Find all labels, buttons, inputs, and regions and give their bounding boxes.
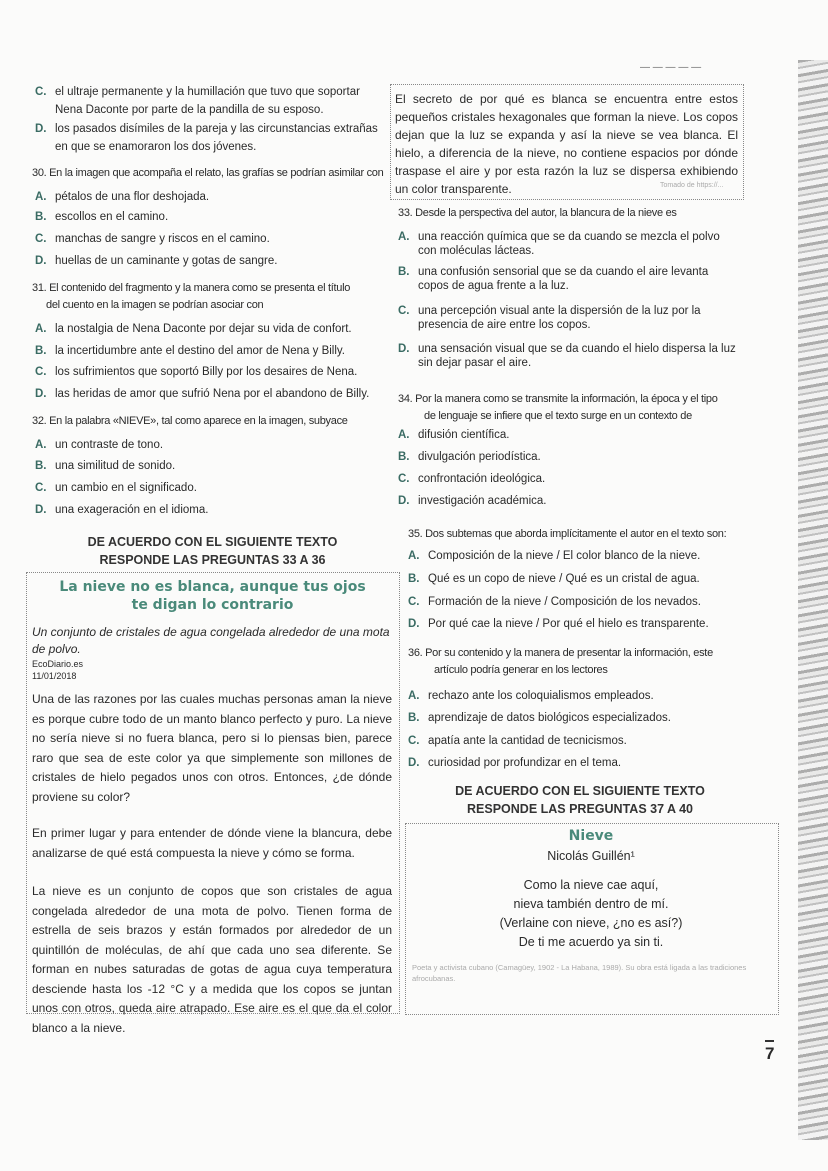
option-text: pétalos de una flor deshojada. bbox=[55, 191, 210, 203]
option-letter: A. bbox=[35, 323, 47, 335]
question-line: del cuento en la imagen se podrían asociar con bbox=[46, 299, 264, 311]
question-stem bbox=[32, 280, 350, 314]
option-text: los sufrimientos que soportó Billy por los desaires de Nena. bbox=[55, 366, 358, 378]
option-letter: D. bbox=[408, 757, 420, 769]
option-letter: A. bbox=[35, 439, 47, 451]
option-letter: D. bbox=[398, 495, 410, 507]
answer-option[interactable] bbox=[408, 735, 768, 747]
option-text: aprendizaje de datos biológicos especializados. bbox=[428, 712, 671, 724]
option-letter: C. bbox=[408, 735, 420, 747]
answer-option[interactable] bbox=[408, 573, 768, 585]
option-letter: D. bbox=[35, 388, 47, 400]
option-text: una percepción visual ante la dispersión de la luz por la bbox=[418, 305, 701, 317]
option-letter: B. bbox=[408, 573, 420, 585]
option-letter: D. bbox=[408, 618, 420, 630]
answer-option[interactable] bbox=[35, 504, 395, 516]
question-stem bbox=[408, 645, 713, 679]
article-credit: Tomado de https://... bbox=[660, 182, 724, 189]
option-letter: B. bbox=[398, 266, 410, 278]
section-header-line: RESPONDE LAS PREGUNTAS 33 A 36 bbox=[99, 553, 326, 567]
answer-option[interactable] bbox=[35, 439, 395, 451]
article-title bbox=[30, 578, 395, 614]
option-letter: B. bbox=[35, 211, 47, 223]
poem-verses bbox=[405, 876, 777, 952]
question-line: de lenguaje se infiere que el texto surge en un contexto de bbox=[424, 410, 692, 422]
article-source: EcoDiario.es bbox=[32, 659, 84, 669]
option-text: los pasados disímiles de la pareja y las circunstancias extrañas bbox=[55, 123, 378, 135]
option-text: confrontación ideológica. bbox=[418, 473, 546, 485]
option-text: huellas de un caminante y gotas de sangre. bbox=[55, 255, 278, 267]
answer-option[interactable] bbox=[35, 345, 395, 357]
poem-verse: De ti me acuerdo ya sin ti. bbox=[518, 935, 664, 949]
option-text: una similitud de sonido. bbox=[55, 460, 176, 472]
poem-verse: nieva también dentro de mí. bbox=[513, 897, 669, 911]
poem-verse: Como la nieve cae aquí, bbox=[523, 878, 659, 892]
answer-option[interactable] bbox=[35, 191, 395, 203]
poem-author: Nicolás Guillén¹ bbox=[547, 849, 635, 863]
section-header-33-36 bbox=[30, 533, 395, 569]
option-letter: A. bbox=[398, 429, 410, 441]
article-meta bbox=[32, 658, 83, 682]
scan-edge bbox=[798, 60, 828, 1140]
option-text: una sensación visual que se da cuando el hielo dispersa la luz bbox=[418, 343, 736, 355]
answer-option[interactable] bbox=[408, 596, 768, 608]
question-line: artículo podría generar en los lectores bbox=[434, 664, 608, 676]
option-letter: A. bbox=[35, 191, 47, 203]
subtitle-line: de polvo. bbox=[32, 642, 81, 656]
answer-option[interactable] bbox=[398, 451, 758, 463]
option-text: en que se enamoraron los dos jóvenes. bbox=[55, 141, 257, 153]
answer-option[interactable] bbox=[35, 120, 395, 156]
option-text: rechazo ante los coloquialismos empleados. bbox=[428, 690, 654, 702]
poem-title: Nieve bbox=[568, 828, 614, 844]
option-text: escollos en el camino. bbox=[55, 211, 169, 223]
poem-verse: (Verlaine con nieve, ¿no es así?) bbox=[499, 916, 683, 930]
option-text: una exageración en el idioma. bbox=[55, 504, 209, 516]
article-title-line: La nieve no es blanca, aunque tus ojos bbox=[59, 579, 366, 595]
answer-option[interactable] bbox=[35, 388, 395, 400]
answer-option[interactable] bbox=[35, 255, 395, 267]
option-letter: D. bbox=[398, 343, 410, 355]
answer-option[interactable] bbox=[398, 305, 758, 331]
option-letter: D. bbox=[35, 123, 47, 135]
question-line: 36. Por su contenido y la manera de presentar la información, este bbox=[408, 647, 713, 659]
subtitle-line: Un conjunto de cristales de agua congelada alrededor de una mota bbox=[32, 625, 390, 639]
answer-option[interactable] bbox=[408, 618, 768, 630]
option-text: una confusión sensorial que se da cuando el aire levanta bbox=[418, 266, 709, 278]
option-letter: C. bbox=[35, 233, 47, 245]
option-text: divulgación periodística. bbox=[418, 451, 541, 463]
section-header-line: DE ACUERDO CON EL SIGUIENTE TEXTO bbox=[87, 535, 338, 549]
option-letter: C. bbox=[35, 366, 47, 378]
option-letter: C. bbox=[398, 305, 410, 317]
answer-option[interactable] bbox=[35, 323, 395, 335]
article-paragraph: La nieve es un conjunto de copos que son cristales de agua congelada alrededor de una mota de polvo. Tienen forma de estrella de seis brazos y están formados por alrededor de un quintillón de moléculas, de ahí que cada uno sea diferente. Se forman en nubes saturadas de gotas de agua cuya temperatura desciende hasta los -12 °C y a medida que los copos se juntan unos con otros, queda aire atrapado. Ese aire es el que da el color blanco a la nieve. bbox=[32, 884, 392, 1035]
option-text: apatía ante la cantidad de tecnicismos. bbox=[428, 735, 627, 747]
option-text: el ultraje permanente y la humillación que tuvo que soportar bbox=[55, 86, 360, 98]
option-letter: C. bbox=[408, 596, 420, 608]
answer-option[interactable] bbox=[408, 550, 768, 562]
answer-option[interactable] bbox=[35, 482, 395, 494]
option-letter: D. bbox=[35, 255, 47, 267]
article-date: 11/01/2018 bbox=[32, 671, 77, 681]
article-paragraph: El secreto de por qué es blanca se encuentra entre estos pequeños cristales hexagonales que forman la nieve. Los copos dejan que la luz se expanda y así la nieve se vea blanca. El hielo, a diferencia de la nieve, no contiene espacios por dónde traspase el aire y por esta razón la luz se dispersa exhibiendo un color transparente. bbox=[395, 92, 738, 196]
answer-option[interactable] bbox=[408, 712, 768, 724]
page-number: 7 bbox=[765, 1040, 774, 1064]
option-letter: A. bbox=[398, 231, 410, 243]
option-text: la incertidumbre ante el destino del amor de Nena y Billy. bbox=[55, 345, 345, 357]
option-letter: C. bbox=[35, 86, 47, 98]
option-text: manchas de sangre y riscos en el camino. bbox=[55, 233, 270, 245]
answer-option[interactable] bbox=[398, 429, 758, 441]
header-fragment: — — — — — bbox=[640, 62, 702, 73]
option-text: presencia de aire entre los copos. bbox=[418, 319, 591, 331]
section-header-line: RESPONDE LAS PREGUNTAS 37 A 40 bbox=[467, 802, 693, 816]
option-text: Formación de la nieve / Composición de los nevados. bbox=[428, 596, 701, 608]
option-letter: C. bbox=[35, 482, 47, 494]
question-stem: 32. En la palabra «NIEVE», tal como aparece en la imagen, subyace bbox=[32, 415, 348, 427]
answer-option[interactable] bbox=[35, 366, 395, 378]
option-letter: A. bbox=[408, 550, 420, 562]
option-text: Nena Daconte por parte de la pandilla de su esposo. bbox=[55, 104, 324, 116]
question-stem: 35. Dos subtemas que aborda implícitamente el autor en el texto son: bbox=[408, 528, 727, 540]
option-letter: B. bbox=[35, 345, 47, 357]
option-text: Por qué cae la nieve / Por qué el hielo es transparente. bbox=[428, 618, 709, 630]
poem-footnote: Poeta y activista cubano (Camagüey, 1902 - La Habana, 1989). Su obra está ligada a las tradiciones afrocubanas. bbox=[412, 963, 747, 983]
answer-option[interactable] bbox=[35, 83, 395, 119]
option-letter: C. bbox=[398, 473, 410, 485]
answer-option[interactable] bbox=[35, 460, 395, 472]
article-title-line: te digan lo contrario bbox=[131, 597, 294, 613]
section-header-37-40 bbox=[395, 782, 765, 818]
option-text: un contraste de tono. bbox=[55, 439, 164, 451]
section-header-line: DE ACUERDO CON EL SIGUIENTE TEXTO bbox=[455, 784, 705, 798]
option-text: Qué es un copo de nieve / Qué es un cristal de agua. bbox=[428, 573, 700, 585]
article-paragraph: Una de las razones por las cuales muchas personas aman la nieve es porque cubre todo de un manto blanco perfecto y puro. La nieve no sería nieve si no fuera blanca, pero si lo piensas bien, parece raro que sea de este color ya que simplemente son millones de cristales de hielo pegados unos con otros. Entonces, ¿de dónde proviene su color? bbox=[32, 692, 392, 804]
option-text: curiosidad por profundizar en el tema. bbox=[428, 757, 622, 769]
option-letter: A. bbox=[408, 690, 420, 702]
option-text: un cambio en el significado. bbox=[55, 482, 197, 494]
question-line: 34. Por la manera como se transmite la información, la época y el tipo bbox=[398, 393, 718, 405]
answer-option[interactable] bbox=[398, 495, 758, 507]
answer-option[interactable] bbox=[398, 473, 758, 485]
answer-option[interactable] bbox=[398, 266, 758, 292]
option-text: sin dejar pasar el aire. bbox=[418, 357, 532, 369]
option-letter: B. bbox=[408, 712, 420, 724]
option-text: copos de agua frente a la luz. bbox=[418, 280, 569, 292]
article-subtitle bbox=[32, 624, 390, 658]
question-stem: 30. En la imagen que acompaña el relato, las grafías se podrían asimilar con bbox=[32, 167, 384, 179]
option-text: difusión científica. bbox=[418, 429, 510, 441]
option-letter: B. bbox=[398, 451, 410, 463]
question-stem: 33. Desde la perspectiva del autor, la blancura de la nieve es bbox=[398, 207, 677, 219]
option-text: con moléculas lácteas. bbox=[418, 245, 535, 257]
answer-option[interactable] bbox=[398, 343, 758, 369]
answer-option[interactable] bbox=[35, 211, 395, 223]
answer-option[interactable] bbox=[35, 233, 395, 245]
option-letter: D. bbox=[35, 504, 47, 516]
option-letter: B. bbox=[35, 460, 47, 472]
question-line: 31. El contenido del fragmento y la manera como se presenta el título bbox=[32, 282, 351, 294]
answer-option[interactable] bbox=[408, 690, 768, 702]
answer-option[interactable] bbox=[408, 757, 768, 769]
option-text: la nostalgia de Nena Daconte por dejar su vida de confort. bbox=[55, 323, 352, 335]
article-paragraph: En primer lugar y para entender de dónde viene la blancura, debe analizarse de qué está compuesta la nieve y cómo se forma. bbox=[32, 826, 392, 860]
answer-option[interactable] bbox=[398, 231, 758, 257]
option-text: una reacción química que se da cuando se mezcla el polvo bbox=[418, 231, 720, 243]
question-stem bbox=[398, 391, 718, 425]
option-text: investigación académica. bbox=[418, 495, 547, 507]
option-text: Composición de la nieve / El color blanco de la nieve. bbox=[428, 550, 701, 562]
option-text: las heridas de amor que sufrió Nena por el abandono de Billy. bbox=[55, 388, 370, 400]
